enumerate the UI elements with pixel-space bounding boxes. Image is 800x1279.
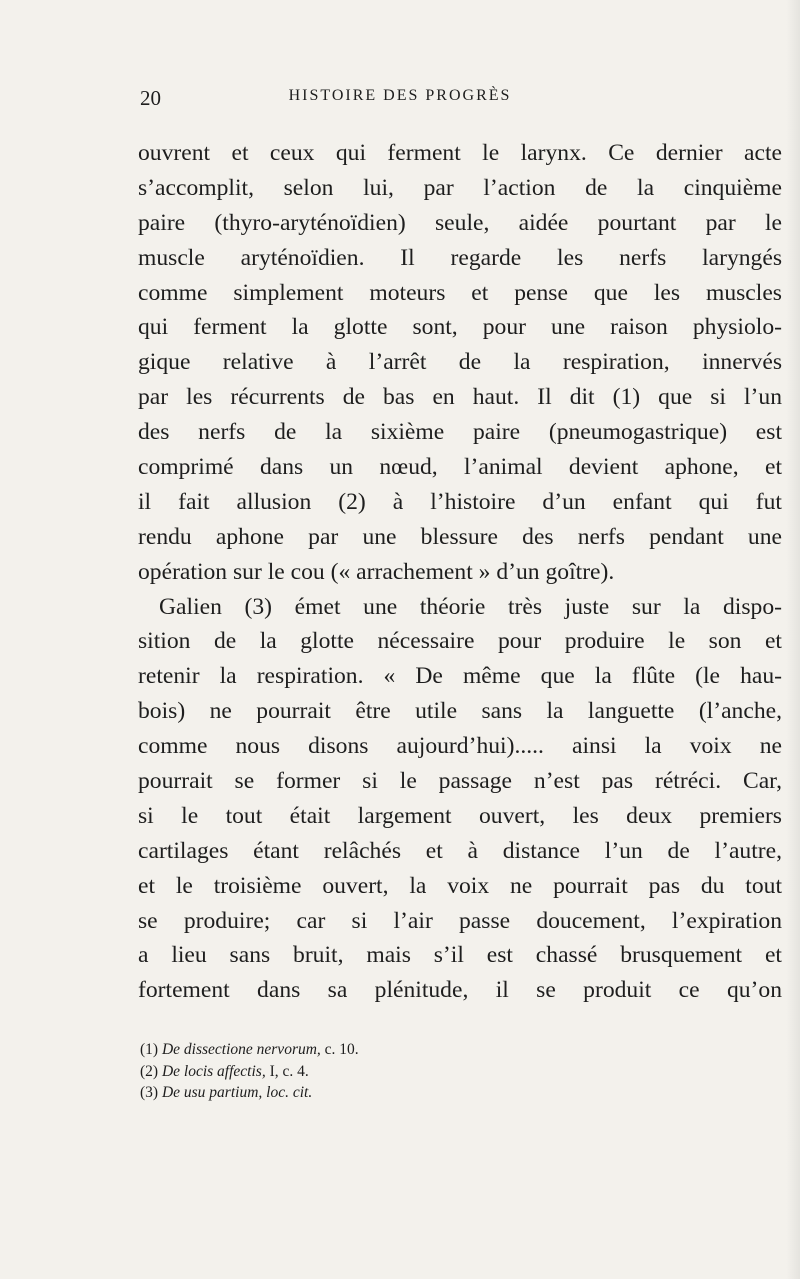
text-line: sition de la glotte nécessaire pour produire le son et <box>138 628 782 655</box>
running-title: HISTOIRE DES PROGRÈS <box>288 87 512 104</box>
page-header <box>140 86 660 112</box>
text-line: a lieu sans bruit, mais s’il est chassé brusquement et <box>138 942 782 969</box>
text-line: s’accomplit, selon lui, par l’action de la cinquième <box>138 174 782 201</box>
body-text <box>138 136 782 1008</box>
text-line: muscle aryténoïdien. Il regarde les nerfs laryngés <box>138 244 782 271</box>
footnote <box>140 1039 740 1061</box>
text-line: retenir la respiration. « De même que la flûte (le hau- <box>138 663 782 690</box>
footnote-mark: (2) <box>140 1062 159 1080</box>
text-line: rendu aphone par une blessure des nerfs pendant une <box>138 523 782 550</box>
text-line: comprimé dans un nœud, l’animal devient aphone, et <box>138 454 782 481</box>
text-line: si le tout était largement ouvert, les deux premiers <box>138 802 782 829</box>
text-line: des nerfs de la sixième paire (pneumogastrique) est <box>138 419 782 446</box>
page-edge-shadow <box>786 0 800 1279</box>
text-line: comme simplement moteurs et pense que les muscles <box>138 279 782 306</box>
footnotes <box>140 1039 740 1104</box>
text-line: comme nous disons aujourd’hui)..... ainsi la voix ne <box>138 733 782 760</box>
text-line: pourrait se former si le passage n’est pas rétréci. Car, <box>138 768 782 795</box>
footnote-ref: I, c. 4. <box>265 1062 309 1080</box>
paragraph-2 <box>138 590 782 1009</box>
footnote-ref: c. 10. <box>320 1041 359 1058</box>
footnote <box>140 1082 740 1104</box>
text-line: bois) ne pourrait être utile sans la languette (l’anche, <box>138 698 782 725</box>
text-line: qui ferment la glotte sont, pour une raison physiolo- <box>138 314 782 341</box>
text-line: fortement dans sa plénitude, il se produit ce qu’on <box>138 977 782 1004</box>
text-line: par les récurrents de bas en haut. Il dit (1) que si l’un <box>138 384 782 411</box>
text-line: paire (thyro-aryténoïdien) seule, aidée pourtant par le <box>138 209 782 236</box>
text-line: opération sur le cou (« arrachement » d’un goître). <box>138 558 615 585</box>
footnote-source: De usu partium, loc. cit. <box>161 1084 313 1101</box>
footnote-source: De locis affectis, <box>161 1062 266 1080</box>
footnote-source: De dissectione nervorum, <box>161 1041 321 1058</box>
text-line: Galien (3) émet une théorie très juste sur la dispo- <box>159 593 782 620</box>
page-number: 20 <box>140 86 161 110</box>
text-line: gique relative à l’arrêt de la respiration, innervés <box>138 349 782 376</box>
text-line: cartilages étant relâchés et à distance l’un de l’autre, <box>138 837 782 864</box>
text-line: et le troisième ouvert, la voix ne pourrait pas du tout <box>138 872 782 899</box>
text-line: ouvrent et ceux qui ferment le larynx. Ce dernier acte <box>138 140 782 166</box>
footnote-mark: (3) <box>140 1084 159 1101</box>
footnote-mark: (1) <box>140 1041 159 1058</box>
paragraph-1 <box>138 136 782 590</box>
text-line: se produire; car si l’air passe doucement, l’expiration <box>138 907 782 934</box>
text-line: il fait allusion (2) à l’histoire d’un enfant qui fut <box>138 488 782 515</box>
footnote <box>140 1061 740 1083</box>
